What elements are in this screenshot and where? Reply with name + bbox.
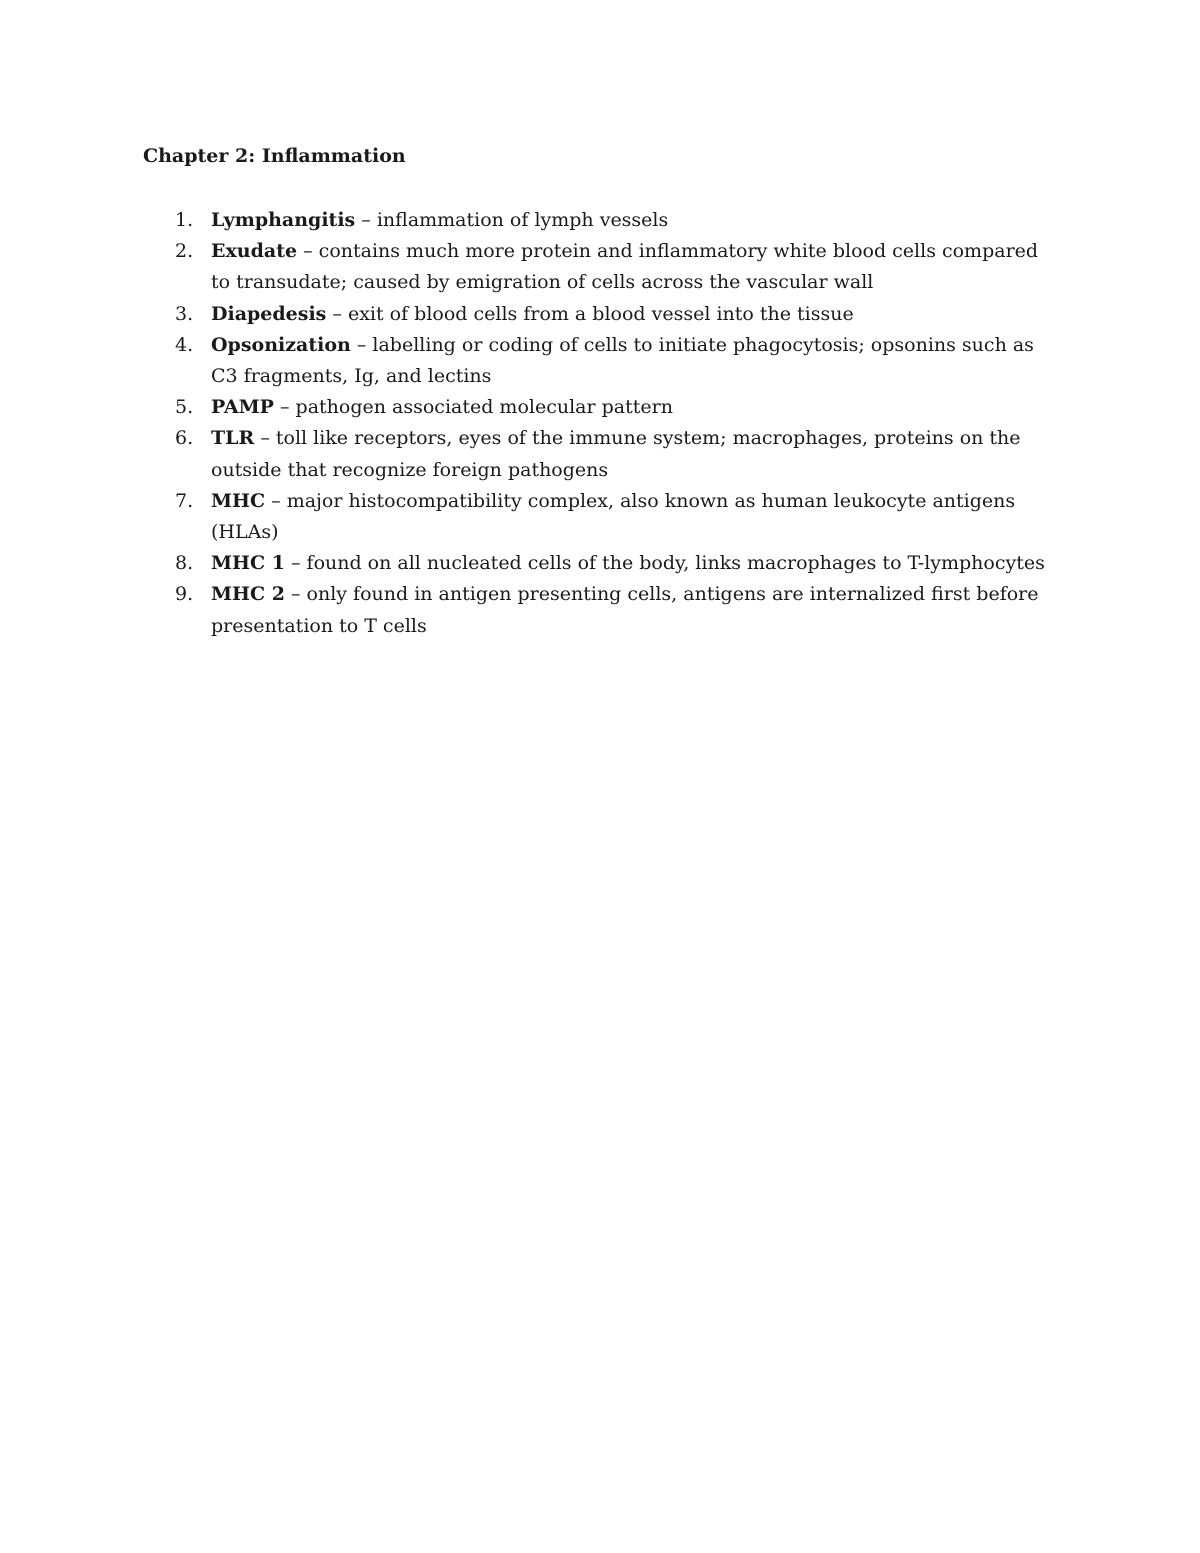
item-definition: – only found in antigen presenting cells, antigens are internalized first before presentation to T cells bbox=[211, 583, 1039, 637]
item-number: 5. bbox=[175, 396, 194, 419]
item-number: 2. bbox=[175, 240, 194, 263]
list-item bbox=[143, 299, 1063, 330]
item-number: 7. bbox=[175, 489, 194, 512]
list-item bbox=[143, 579, 1063, 641]
list-item bbox=[143, 236, 1063, 298]
list-item bbox=[143, 548, 1063, 579]
item-term: Lymphangitis bbox=[211, 209, 356, 231]
item-term: Diapedesis bbox=[211, 302, 327, 325]
item-term: MHC bbox=[211, 489, 266, 512]
item-definition: – pathogen associated molecular pattern bbox=[273, 396, 673, 419]
definition-list bbox=[143, 205, 1063, 642]
item-number: 3. bbox=[175, 302, 194, 325]
item-definition: – inflammation of lymph vessels bbox=[355, 209, 669, 231]
item-definition: – labelling or coding of cells to initiate phagocytosis; opsonins such as C3 fragments, Ig, and lectins bbox=[211, 333, 1034, 388]
item-term: PAMP bbox=[211, 396, 274, 419]
item-number: 6. bbox=[175, 427, 194, 450]
item-definition: – found on all nucleated cells of the body, links macrophages to T-lymphocytes bbox=[284, 552, 1045, 575]
item-term: MHC 1 bbox=[211, 552, 285, 575]
list-item bbox=[143, 486, 1063, 548]
item-number: 8. bbox=[175, 552, 194, 575]
list-item bbox=[143, 392, 1063, 423]
item-number: 4. bbox=[175, 333, 194, 356]
item-definition: – toll like receptors, eyes of the immune system; macrophages, proteins on the outside that recognize foreign pathogens bbox=[211, 427, 1021, 481]
list-item bbox=[143, 423, 1063, 485]
list-item bbox=[143, 330, 1063, 392]
item-number: 1. bbox=[175, 209, 194, 231]
item-term: Opsonization bbox=[211, 333, 351, 356]
item-term: MHC 2 bbox=[211, 583, 285, 606]
item-term: Exudate bbox=[211, 240, 298, 263]
list-item bbox=[143, 205, 1063, 236]
item-definition: – contains much more protein and inflammatory white blood cells compared to transudate; caused by emigration of cells across the vascular wall bbox=[211, 240, 1039, 294]
item-definition: – exit of blood cells from a blood vessel into the tissue bbox=[326, 302, 854, 325]
item-number: 9. bbox=[175, 583, 194, 606]
item-definition: – major histocompatibility complex, also known as human leukocyte antigens (HLAs) bbox=[211, 489, 1016, 544]
document-title: Chapter 2: Inflammation bbox=[143, 145, 406, 167]
item-term: TLR bbox=[211, 427, 255, 450]
